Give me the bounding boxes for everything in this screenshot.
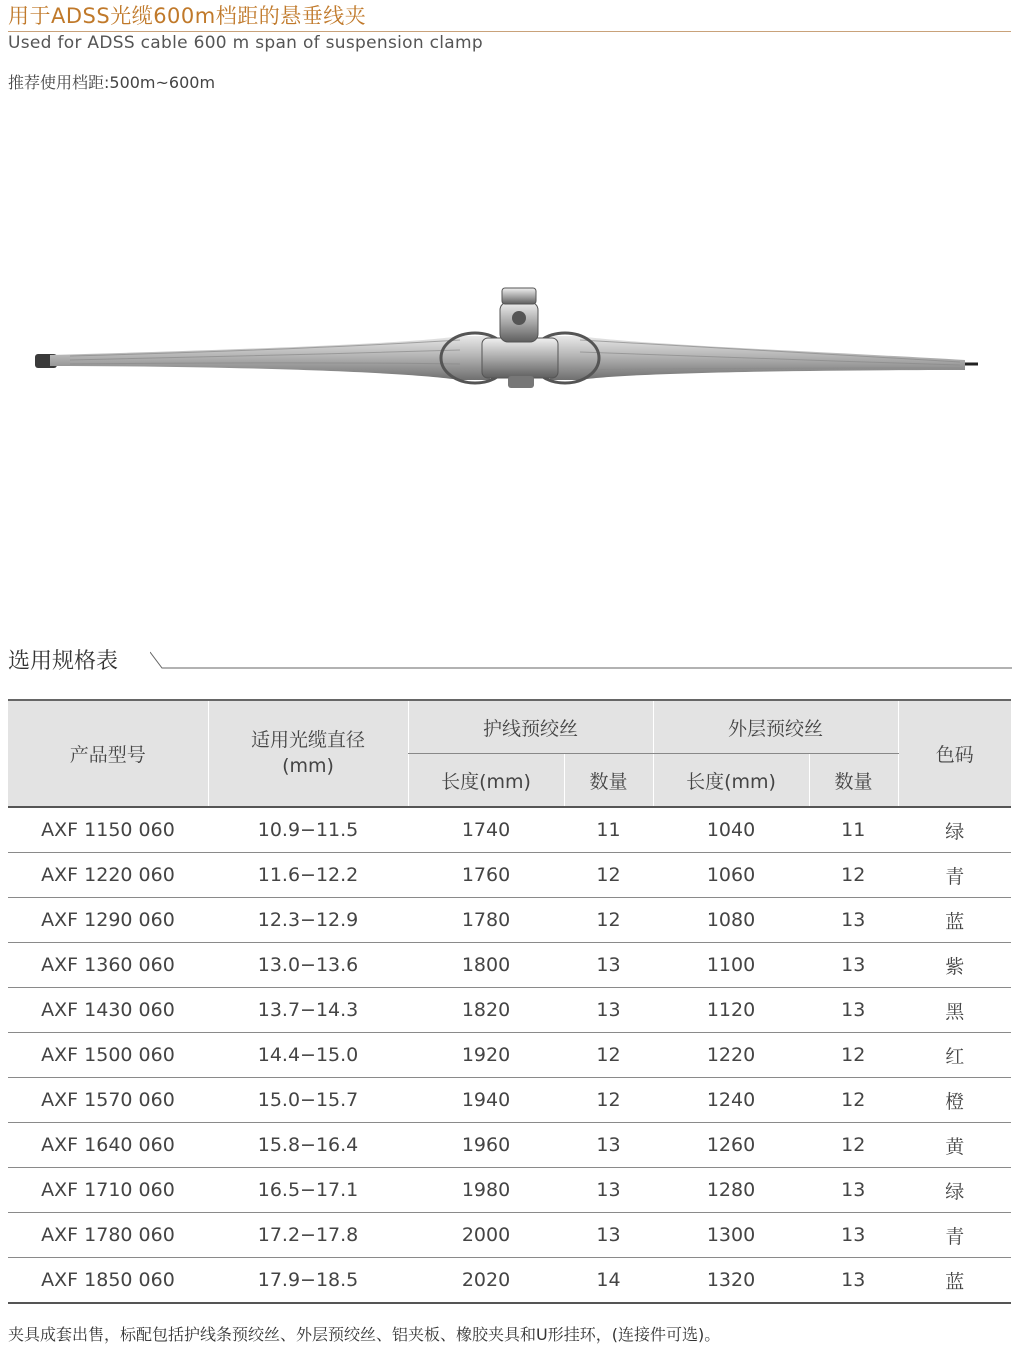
cell-diameter: 15.0−15.7 (208, 1078, 408, 1123)
cell-color: 蓝 (898, 1258, 1011, 1304)
header-armor-group: 护线预绞丝 (408, 700, 653, 754)
cell-diameter: 14.4−15.0 (208, 1033, 408, 1078)
cell-outer-count: 13 (809, 898, 898, 943)
cell-armor-length: 2000 (408, 1213, 564, 1258)
cell-armor-length: 1940 (408, 1078, 564, 1123)
cell-color: 黑 (898, 988, 1011, 1033)
cell-armor-length: 1920 (408, 1033, 564, 1078)
table-row (8, 1213, 1011, 1258)
cell-model: AXF 1500 060 (8, 1033, 208, 1078)
cell-diameter: 11.6−12.2 (208, 853, 408, 898)
cell-model: AXF 1710 060 (8, 1168, 208, 1213)
table-row (8, 853, 1011, 898)
cell-model: AXF 1430 060 (8, 988, 208, 1033)
table-row (8, 1258, 1011, 1304)
cell-outer-length: 1080 (653, 898, 809, 943)
cell-outer-length: 1060 (653, 853, 809, 898)
cell-armor-length: 1820 (408, 988, 564, 1033)
cell-model: AXF 1360 060 (8, 943, 208, 988)
table-row (8, 943, 1011, 988)
table-row (8, 1078, 1011, 1123)
cell-armor-count: 11 (564, 807, 653, 853)
header-outer-group: 外层预绞丝 (653, 700, 898, 754)
cell-outer-count: 13 (809, 1168, 898, 1213)
spec-table (8, 699, 1011, 1304)
cell-model: AXF 1290 060 (8, 898, 208, 943)
header-outer-length: 长度(mm) (653, 754, 809, 808)
cell-armor-count: 12 (564, 1078, 653, 1123)
cell-diameter: 10.9−11.5 (208, 807, 408, 853)
cell-outer-count: 12 (809, 853, 898, 898)
cell-diameter: 15.8−16.4 (208, 1123, 408, 1168)
cell-outer-count: 13 (809, 1258, 898, 1304)
header-diameter-unit: (mm) (282, 754, 334, 777)
header-color: 色码 (898, 700, 1011, 807)
cell-outer-length: 1220 (653, 1033, 809, 1078)
cell-outer-count: 13 (809, 943, 898, 988)
cell-armor-count: 12 (564, 853, 653, 898)
cell-outer-length: 1040 (653, 807, 809, 853)
cell-armor-length: 1780 (408, 898, 564, 943)
table-row (8, 1168, 1011, 1213)
title-divider (8, 31, 1011, 32)
cell-color: 青 (898, 1213, 1011, 1258)
cell-armor-length: 1980 (408, 1168, 564, 1213)
cell-diameter: 13.0−13.6 (208, 943, 408, 988)
cell-diameter: 12.3−12.9 (208, 898, 408, 943)
cell-diameter: 13.7−14.3 (208, 988, 408, 1033)
cell-outer-count: 12 (809, 1033, 898, 1078)
cell-outer-length: 1280 (653, 1168, 809, 1213)
cell-outer-length: 1240 (653, 1078, 809, 1123)
cell-outer-length: 1300 (653, 1213, 809, 1258)
cell-outer-count: 11 (809, 807, 898, 853)
cell-armor-length: 1960 (408, 1123, 564, 1168)
cell-outer-count: 13 (809, 988, 898, 1033)
cell-outer-length: 1320 (653, 1258, 809, 1304)
section-divider (150, 650, 1012, 672)
header-armor-count: 数量 (564, 754, 653, 808)
suspension-clamp-photo (30, 280, 990, 400)
cell-armor-count: 13 (564, 1168, 653, 1213)
header-model: 产品型号 (8, 700, 208, 807)
cell-color: 红 (898, 1033, 1011, 1078)
cell-armor-length: 1760 (408, 853, 564, 898)
table-row (8, 988, 1011, 1033)
cell-model: AXF 1570 060 (8, 1078, 208, 1123)
cell-color: 绿 (898, 807, 1011, 853)
header-armor-length: 长度(mm) (408, 754, 564, 808)
cell-outer-count: 12 (809, 1123, 898, 1168)
cell-diameter: 16.5−17.1 (208, 1168, 408, 1213)
cell-armor-count: 14 (564, 1258, 653, 1304)
cell-diameter: 17.9−18.5 (208, 1258, 408, 1304)
cell-model: AXF 1780 060 (8, 1213, 208, 1258)
cell-diameter: 17.2−17.8 (208, 1213, 408, 1258)
cell-model: AXF 1150 060 (8, 807, 208, 853)
page-subtitle: Used for ADSS cable 600 m span of suspension clamp (8, 33, 483, 53)
cell-outer-length: 1260 (653, 1123, 809, 1168)
cell-color: 橙 (898, 1078, 1011, 1123)
cell-model: AXF 1220 060 (8, 853, 208, 898)
cell-color: 蓝 (898, 898, 1011, 943)
cell-color: 绿 (898, 1168, 1011, 1213)
page-title: 用于ADSS光缆600m档距的悬垂线夹 (8, 4, 367, 28)
cell-model: AXF 1850 060 (8, 1258, 208, 1304)
cell-armor-count: 12 (564, 1033, 653, 1078)
cell-armor-count: 13 (564, 988, 653, 1033)
header-outer-count: 数量 (809, 754, 898, 808)
cell-armor-count: 13 (564, 1213, 653, 1258)
header-diameter (208, 700, 408, 807)
table-row (8, 1033, 1011, 1078)
footer-note: 夹具成套出售，标配包括护线条预绞丝、外层预绞丝、铝夹板、橡胶夹具和U形挂环，(连接件可选)。 (8, 1325, 721, 1344)
cell-outer-length: 1120 (653, 988, 809, 1033)
cell-color: 黄 (898, 1123, 1011, 1168)
cell-model: AXF 1640 060 (8, 1123, 208, 1168)
table-row (8, 1123, 1011, 1168)
header-diameter-label: 适用光缆直径 (250, 728, 365, 751)
cell-color: 青 (898, 853, 1011, 898)
recommended-span-note: 推荐使用档距:500m~600m (8, 73, 216, 92)
cell-outer-count: 12 (809, 1078, 898, 1123)
table-row (8, 807, 1011, 853)
cell-armor-count: 13 (564, 943, 653, 988)
cell-outer-count: 13 (809, 1213, 898, 1258)
cell-armor-count: 13 (564, 1123, 653, 1168)
cell-armor-length: 2020 (408, 1258, 564, 1304)
cell-color: 紫 (898, 943, 1011, 988)
cell-armor-length: 1800 (408, 943, 564, 988)
cell-armor-count: 12 (564, 898, 653, 943)
table-row (8, 898, 1011, 943)
cell-outer-length: 1100 (653, 943, 809, 988)
section-title: 选用规格表 (8, 649, 119, 674)
cell-armor-length: 1740 (408, 807, 564, 853)
